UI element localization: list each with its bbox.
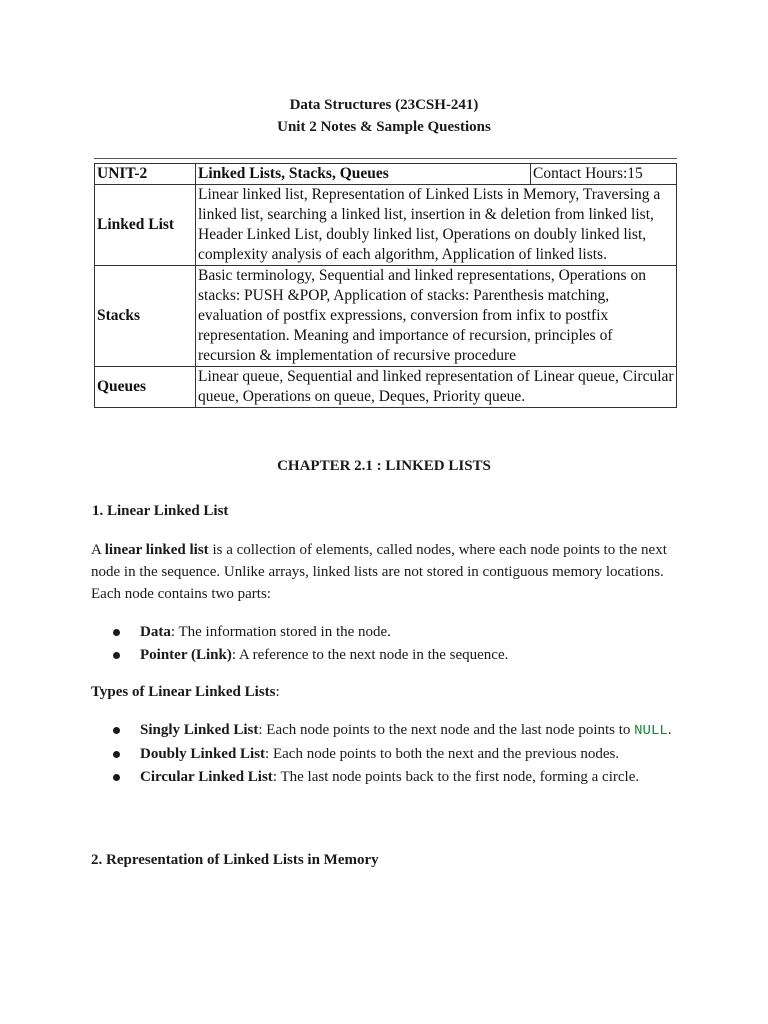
topic-cell: Queues bbox=[95, 367, 196, 408]
list-item-desc: : A reference to the next node in the sequence. bbox=[231, 647, 509, 663]
bullet-icon bbox=[113, 774, 120, 781]
intro-text: is a collection of elements, called nodes, where each node points to the next node in the sequence. Unlike arrays, linked lists are not stored in contiguous memory locations. Each node contains two parts: bbox=[91, 542, 667, 602]
node-parts-list bbox=[113, 621, 683, 667]
intro-text: A bbox=[91, 542, 105, 558]
linear-linked-list-intro bbox=[91, 539, 681, 605]
list-item-term: Singly Linked List bbox=[140, 722, 259, 738]
bullet-icon bbox=[113, 652, 120, 659]
syllabus-table bbox=[94, 163, 677, 408]
syllabus-row-linked-list bbox=[95, 185, 677, 266]
linked-list-types-list bbox=[113, 719, 683, 789]
list-item-desc: : Each node points to the next node and the last node points to bbox=[258, 722, 635, 738]
list-item bbox=[113, 621, 683, 643]
unit-cell: UNIT-2 bbox=[95, 164, 196, 185]
section-heading-representation: 2. Representation of Linked Lists in Memory bbox=[91, 852, 379, 868]
list-item bbox=[113, 644, 683, 666]
bullet-icon bbox=[113, 629, 120, 636]
section-heading-linear-linked-list: 1. Linear Linked List bbox=[92, 503, 229, 519]
bullet-icon bbox=[113, 751, 120, 758]
list-item bbox=[113, 766, 683, 788]
chapter-heading: CHAPTER 2.1 : LINKED LISTS bbox=[277, 458, 491, 474]
list-item-desc: : Each node points to both the next and the previous nodes. bbox=[265, 746, 620, 762]
null-code: NULL bbox=[634, 723, 668, 739]
document-subtitle: Unit 2 Notes & Sample Questions bbox=[277, 119, 491, 135]
list-item-desc: : The last node points back to the first node, forming a circle. bbox=[272, 769, 640, 785]
list-item-term: Data bbox=[140, 624, 171, 640]
content-cell: Linear queue, Sequential and linked representation of Linear queue, Circular queue, Operations on queue, Deques, Priority queue. bbox=[196, 367, 677, 408]
content-cell: Linear linked list, Representation of Linked Lists in Memory, Traversing a linked list, searching a linked list, insertion in & deletion from linked list, Header Linked List, doubly linked list, Operations on doubly linked list, complexity analysis of each algorithm, Application of linked lists. bbox=[196, 185, 677, 266]
syllabus-header-row bbox=[95, 164, 677, 185]
list-item-term: Doubly Linked List bbox=[140, 746, 266, 762]
document-title: Data Structures (23CSH-241) bbox=[289, 97, 479, 113]
types-heading-line bbox=[91, 681, 681, 703]
document-title-block bbox=[0, 94, 768, 138]
list-item-desc: : The information stored in the node. bbox=[170, 624, 391, 640]
types-heading-colon: : bbox=[275, 684, 280, 700]
topic-cell: Stacks bbox=[95, 266, 196, 367]
list-item-term: Pointer (Link) bbox=[140, 647, 232, 663]
syllabus-row-queues bbox=[95, 367, 677, 408]
intro-bold-term: linear linked list bbox=[104, 542, 209, 558]
unit-title-cell: Linked Lists, Stacks, Queues bbox=[196, 164, 531, 185]
syllabus-row-stacks bbox=[95, 266, 677, 367]
topic-cell: Linked List bbox=[95, 185, 196, 266]
list-item bbox=[113, 743, 683, 765]
content-cell: Basic terminology, Sequential and linked representations, Operations on stacks: PUSH &POP, Application of stacks: Parenthesis matching, evaluation of postfix expressions, conversion from infix to postfix representation. Meaning and importance of recursion, principles of recursion & implementation of recursive procedure bbox=[196, 266, 677, 367]
list-item bbox=[113, 719, 683, 742]
list-item-term: Circular Linked List bbox=[140, 769, 273, 785]
contact-hours-cell: Contact Hours:15 bbox=[531, 164, 677, 185]
list-item-tail: . bbox=[667, 722, 672, 738]
bullet-icon bbox=[113, 727, 120, 734]
types-heading: Types of Linear Linked Lists bbox=[91, 684, 276, 700]
